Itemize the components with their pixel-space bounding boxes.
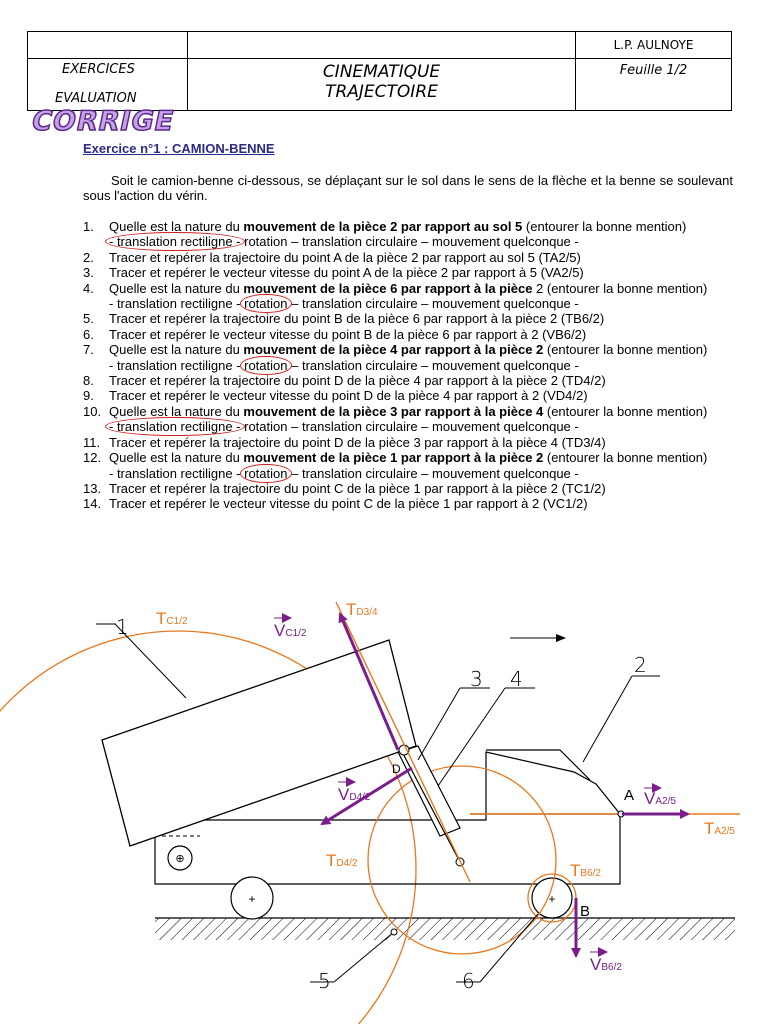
label-td42: TD4/2: [326, 851, 358, 870]
answer-options-7: - translation rectiligne - rotation – translation circulaire – mouvement quelconque -: [109, 357, 579, 373]
question-10: 10. Quelle est la nature du mouvement de la pièce 3 par rapport à la pièce 4 (entourer la bonne mention): [83, 403, 708, 419]
point-a-label: A: [624, 787, 635, 804]
question-13: 13. Tracer et repérer la trajectoire du point C de la pièce 1 par rapport à la pièce 2 (TC1/2): [83, 480, 606, 496]
header-cell-empty-middle: [187, 31, 576, 59]
part-6-label: 6: [462, 969, 475, 993]
answer-options-12: - translation rectiligne - rotation – translation circulaire – mouvement quelconque -: [109, 465, 579, 481]
question-7: 7. Quelle est la nature du mouvement de la pièce 4 par rapport à la pièce 2 (entourer la bonne mention): [83, 342, 708, 358]
header-cell-empty-left: [27, 31, 188, 59]
question-12: 12. Quelle est la nature du mouvement de la pièce 1 par rapport à la pièce 2 (entourer la bonne mention): [83, 450, 708, 466]
question-list: [83, 219, 733, 512]
label-td34: TD3/4: [346, 600, 378, 619]
circled-option: rotation: [244, 296, 288, 312]
header-title: [187, 58, 576, 111]
title-line-1: CINEMATIQUE: [322, 62, 441, 82]
truck-diagram: [0, 590, 768, 1024]
label-vc12: VC1/2: [274, 621, 307, 640]
answer-options-1: - translation rectiligne - rotation – translation circulaire – mouvement quelconque -: [109, 234, 579, 250]
leader-part-3: [418, 688, 460, 760]
cylinder-rod: [400, 748, 460, 862]
circled-option: rotation: [244, 357, 288, 373]
label-vb62: VB6/2: [590, 955, 622, 974]
answer-options-10: - translation rectiligne - rotation – translation circulaire – mouvement quelconque -: [109, 419, 579, 435]
question-9: 9. Tracer et repérer le vecteur vitesse du point D de la pièce 4 par rapport à 2 (VD4/2): [83, 388, 588, 404]
circled-option: - translation rectiligne -: [109, 234, 241, 250]
part-3-label: 3: [470, 667, 483, 691]
point-d-label: D: [392, 762, 401, 776]
label-vd42: VD4/2: [338, 785, 371, 804]
question-6: 6. Tracer et repérer le vecteur vitesse du point B de la pièce 6 par rapport à 2 (VB6/2): [83, 326, 587, 342]
point-b-label: B: [580, 903, 591, 920]
question-4: 4. Quelle est la nature du mouvement de la pièce 6 par rapport à la pièce 2 (entourer la bonne mention): [83, 280, 708, 296]
sheet-number: Feuille 1/2: [575, 58, 732, 111]
question-14: 14. Tracer et repérer le vecteur vitesse du point C de la pièce 1 par rapport à 2 (VC1/2): [83, 496, 588, 512]
question-3: 3. Tracer et repérer le vecteur vitesse du point A de la pièce 2 par rapport à 5 (VA2/5): [83, 265, 584, 281]
answer-options-4: - translation rectiligne - rotation – translation circulaire – mouvement quelconque -: [109, 296, 579, 312]
label-ta25: TA2/5: [704, 819, 735, 838]
circled-option: - translation rectiligne -: [109, 419, 241, 435]
category-line-1: EXERCICES: [62, 62, 135, 77]
label-tb62: TB6/2: [570, 861, 601, 880]
question-2: 2. Tracer et repérer la trajectoire du point A de la pièce 2 par rapport au sol 5 (TA2/5): [83, 249, 581, 265]
cab-outline: [486, 750, 590, 780]
cylinder-body: [398, 746, 460, 836]
title-line-2: TRAJECTOIRE: [325, 82, 438, 102]
rear-wheel-center: +: [248, 892, 256, 906]
school-name: L.P. AULNOYE: [575, 31, 732, 59]
exercise-title: Exercice n°1 : CAMION-BENNE: [83, 141, 275, 156]
part-5-label: 5: [318, 969, 331, 993]
leader-part-2: [583, 676, 632, 762]
part-1-label: 1: [116, 615, 129, 639]
intro-paragraph: Soit le camion-benne ci-dessous, se déplaçant sur le sol dans le sens de la flèche et la benne se soulevant sous l'action du vérin.: [83, 173, 733, 203]
label-tc12: TC1/2: [156, 609, 188, 628]
svg-text:⊕: ⊕: [175, 853, 185, 865]
question-8: 8. Tracer et repérer la trajectoire du point D de la pièce 4 par rapport à la pièce 2 (TD4/2): [83, 373, 606, 389]
question-5: 5. Tracer et repérer la trajectoire du point B de la pièce 6 par rapport à la pièce 2 (TB6/2): [83, 311, 605, 327]
category-line-2: EVALUATION: [55, 91, 137, 106]
part-4-label: 4: [510, 667, 523, 691]
corrige-stamp: CORRIGE: [28, 106, 178, 137]
header-table: [27, 31, 732, 111]
ground-hatch: [155, 918, 735, 940]
part-2-label: 2: [634, 653, 647, 677]
header-category: [27, 58, 188, 111]
question-11: 11. Tracer et repérer la trajectoire du point D de la pièce 3 par rapport à la pièce 4 (TD3/4): [83, 434, 606, 450]
svg-text:+: +: [548, 892, 556, 906]
circled-option: rotation: [244, 465, 288, 481]
question-1: 1. Quelle est la nature du mouvement de la pièce 2 par rapport au sol 5 (entourer la bonne mention): [83, 219, 687, 234]
label-va25: VA2/5: [644, 789, 676, 808]
